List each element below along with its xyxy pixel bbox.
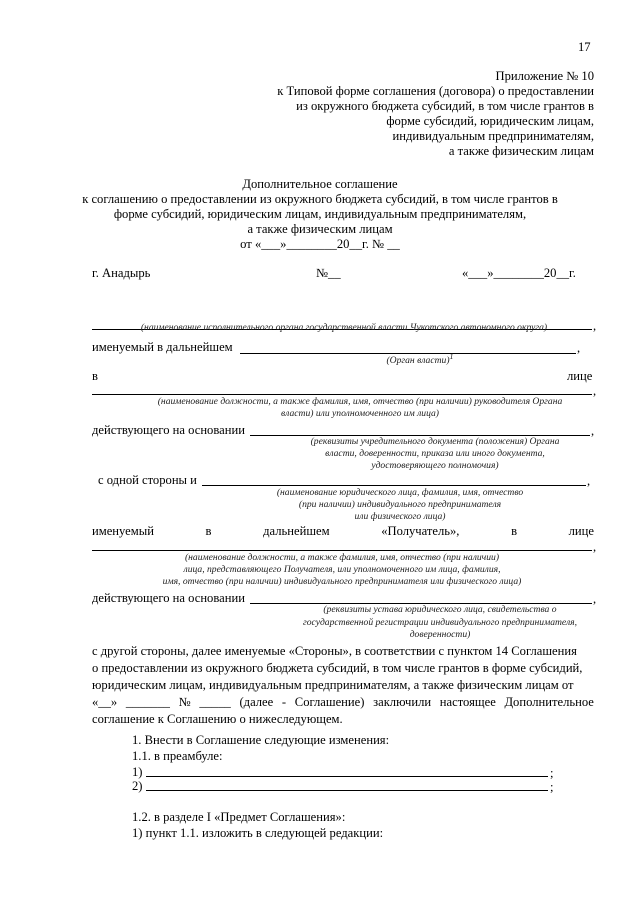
word: в — [511, 524, 518, 538]
item-subheading: 1.1. в преамбуле: — [132, 749, 223, 763]
face-label: лице — [567, 369, 593, 383]
position-field[interactable] — [92, 394, 592, 395]
agreement-date: «___»________20__г. — [462, 266, 576, 280]
doc-caption: (реквизиты учредительного документа (положения) Органа — [310, 436, 560, 447]
position-caption2: имя, отчество (при наличии) индивидуального предпринимателя или физического лица) — [162, 576, 522, 587]
appendix-line: к Типовой форме соглашения (договора) о предоставлении — [277, 84, 594, 98]
comma: , — [593, 319, 597, 333]
one-side-label: с одной стороны и — [98, 473, 197, 487]
section-heading: 1.2. в разделе I «Предмет Соглашения»: — [132, 810, 346, 824]
title-date-line: от «___»________20__г. № __ — [240, 237, 400, 251]
page-number: 17 — [578, 40, 591, 54]
acting-basis-label2: действующего на основании — [92, 591, 245, 605]
token: Дополнительное — [504, 695, 594, 709]
title-line: Дополнительное соглашение — [242, 177, 398, 191]
recipient-position-field[interactable] — [92, 550, 592, 551]
list-item-number: 1) — [132, 765, 143, 779]
paragraph-line: соглашение к Соглашению о нижеследующем. — [92, 712, 343, 726]
doc-caption: удостоверяющего полномочия) — [371, 460, 499, 471]
list-item-number: 2) — [132, 779, 143, 793]
charter-caption: (реквизиты устава юридического лица, свидетельства о — [323, 604, 557, 615]
word: лице — [568, 524, 594, 538]
position-caption2: (наименование должности, а также фамилия, имя, отчество (при наличии) — [184, 552, 500, 563]
organ-short-field[interactable] — [240, 353, 576, 354]
word: в — [205, 524, 212, 538]
position-caption2: лица, представляющего Получателя, или уполномоченного им лица, фамилия, — [183, 564, 501, 575]
appendix-line: а также физическим лицам — [448, 144, 594, 158]
acting-basis-label: действующего на основании — [92, 423, 245, 437]
legal-caption: или физического лица) — [354, 511, 446, 522]
item-heading: 1. Внести в Соглашение следующие изменения: — [132, 733, 390, 747]
recipient-name-field[interactable] — [202, 485, 586, 486]
token: № — [178, 695, 191, 709]
token: Соглашение) — [294, 695, 365, 709]
title-line: форме субсидий, юридическим лицам, индивидуальным предпринимателям, — [113, 207, 527, 221]
org-caption: (наименование исполнительного органа государственной власти Чукотского автономного округа) — [140, 322, 548, 333]
token: заключили — [373, 695, 432, 709]
paragraph-justified-line — [92, 695, 594, 709]
list-item-end: ; — [550, 780, 554, 794]
appendix-line: форме субсидий, юридическим лицам, — [386, 114, 594, 128]
token: _______ — [125, 695, 170, 709]
named-label: именуемый в дальнейшем — [92, 340, 233, 354]
word: дальнейшем — [263, 524, 330, 538]
appendix-line: индивидуальным предпринимателям, — [392, 129, 594, 143]
paragraph-line: о предоставлении из окружного бюджета субсидий, в том числе грантов в форме субсидий, — [92, 661, 583, 675]
appendix-line: из окружного бюджета субсидий, в том числе грантов в — [296, 99, 594, 113]
legal-caption: (наименование юридического лица, фамилия, имя, отчество — [276, 487, 524, 498]
token: (далее — [239, 695, 274, 709]
organ-caption: (Орган власти)$^1$ — [386, 351, 454, 366]
token: «__» — [92, 695, 118, 709]
token: настоящее — [439, 695, 496, 709]
token: _____ — [199, 695, 231, 709]
legal-caption: (при наличии) индивидуального предпринимателя — [298, 499, 502, 510]
paragraph-line: с другой стороны, далее именуемые «Стороны», в соответствии с пунктом 14 Соглашения — [92, 644, 577, 658]
comma: , — [593, 592, 597, 606]
word: именуемый — [92, 524, 154, 538]
charter-caption: государственной регистрации индивидуального предпринимателя, — [302, 617, 577, 628]
named-recipient-row — [92, 524, 594, 538]
charter-caption: доверенности) — [409, 629, 471, 640]
comma: , — [577, 341, 581, 355]
position-caption: (наименование должности, а также фамилия, имя, отчество (при наличии) руководителя Органа — [157, 396, 563, 407]
city: г. Анадырь — [92, 266, 151, 280]
preamble-change-field-2[interactable] — [146, 790, 548, 791]
title-line: к соглашению о предоставлении из окружного бюджета субсидий, в том числе грантов в — [82, 192, 558, 206]
agreement-number: №__ — [316, 266, 341, 280]
doc-caption: власти, доверенности, приказа или иного документа, — [325, 448, 545, 459]
paragraph-line: юридическим лицам, индивидуальным предпринимателям, а также физическим лицам от — [92, 678, 574, 692]
comma: , — [593, 540, 597, 554]
token: - — [281, 695, 287, 709]
comma: , — [591, 424, 595, 438]
position-caption: власти) или уполномоченного им лица) — [281, 408, 439, 419]
in-label: в — [92, 369, 98, 383]
comma: , — [587, 474, 591, 488]
section-item: 1) пункт 1.1. изложить в следующей редакции: — [132, 826, 384, 840]
appendix-title: Приложение № 10 — [495, 69, 594, 83]
list-item-end: ; — [550, 766, 554, 780]
word: «Получатель», — [381, 524, 460, 538]
preamble-change-field-1[interactable] — [146, 776, 548, 777]
footnote-mark: 1 — [449, 351, 454, 361]
comma: , — [593, 384, 597, 398]
title-line: а также физическим лицам — [247, 222, 393, 236]
